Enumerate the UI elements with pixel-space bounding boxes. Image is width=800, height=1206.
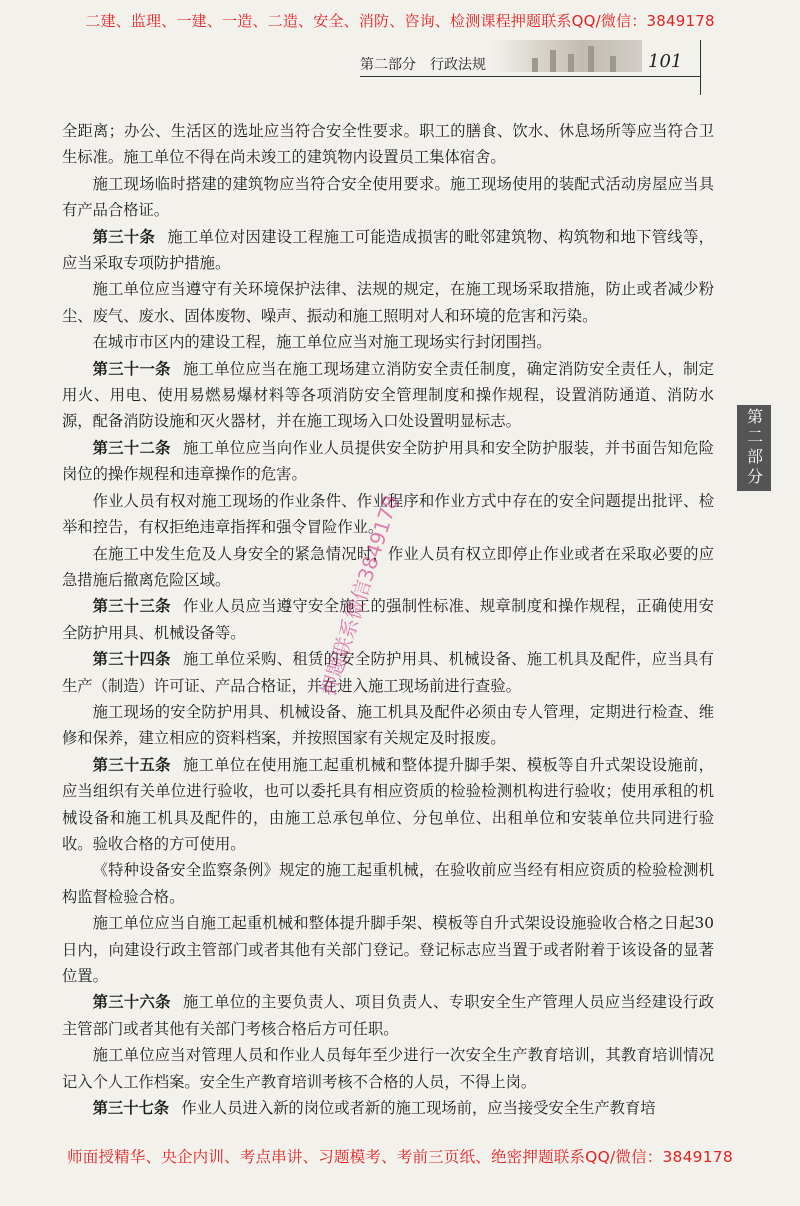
running-head: 第二部分 行政法规 [360,57,486,73]
paragraph-text: 《特种设备安全监察条例》规定的施工起重机械，在验收前应当经有相应资质的检验检测机构监督检验合格。 [62,861,714,906]
bottom-promo-banner: 师面授精华、央企内训、考点串讲、习题模考、考前三页纸、绝密押题联系QQ/微信：3849178 [67,1148,733,1166]
paragraph [62,989,714,1042]
paragraph-text: 施工现场临时搭建的建筑物应当符合安全使用要求。施工现场使用的装配式活动房屋应当具有产品合格证。 [62,174,714,220]
paragraph [62,329,714,355]
paragraph [62,646,714,699]
header-decoration-image [492,40,642,72]
paragraph-text: 全距离；办公、生活区的选址应当符合安全性要求。职工的膳食、饮水、休息场所等应当符合卫生标准。施工单位不得在尚未竣工的建筑物内设置员工集体宿舍。 [62,122,714,167]
article-number: 第三十条 [92,227,156,246]
header-rule [360,76,700,77]
paragraph-text: 施工单位采购、租赁的安全防护用具、机械设备、施工机具及配件，应当具有生产（制造）许可证、产品合格证，并在进入施工现场前进行查验。 [62,650,714,695]
top-promo-banner: 二建、监理、一建、一造、二造、安全、消防、咨询、检测课程押题联系QQ/微信：3849178 [85,12,715,30]
paragraph [62,699,714,752]
paragraph [62,118,714,171]
article-number: 第三十三条 [92,597,171,616]
paragraph [62,1095,714,1121]
article-number: 第三十四条 [92,650,171,669]
paragraph-text: 施工单位的主要负责人、项目负责人、专职安全生产管理人员应当经建设行政主管部门或者其他有关部门考核合格后方可任职。 [62,993,714,1038]
paragraph-text: 施工单位应当自施工起重机械和整体提升脚手架、模板等自升式架设设施验收合格之日起30日内，向建设行政主管部门或者其他有关部门登记。登记标志应当置于或者附着于该设备的显著位置。 [62,914,714,985]
paragraph [62,910,714,989]
paragraph [62,593,714,646]
paragraph-text: 作业人员应当遵守安全施工的强制性标准、规章制度和操作规程，正确使用安全防护用具、机械设备等。 [62,597,714,642]
paragraph [62,1042,714,1095]
paragraph-text: 施工单位应当遵守有关环境保护法律、法规的规定，在施工现场采取措施，防止或者减少粉尘、废气、废水、固体废物、噪声、振动和施工照明对人和环境的危害和污染。 [62,280,714,325]
paragraph [62,224,714,277]
paragraph [62,752,714,858]
page-number: 101 [648,51,683,72]
section-side-tab: 第二部分 [737,405,771,491]
paragraph-text: 施工单位在使用施工起重机械和整体提升脚手架、模板等自升式架设设施前，应当组织有关单位进行验收，也可以委托具有相应资质的检验检测机构进行验收；使用承租的机械设备和施工机具及配件的，由施工总承包单位、分包单位、出租单位和安装单位共同进行验收。验收合格的方可使用。 [62,755,714,853]
paragraph [62,435,714,488]
paragraph-text: 作业人员进入新的岗位或者新的施工现场前，应当接受安全生产教育培 [181,1099,656,1118]
article-number: 第三十七条 [92,1099,170,1118]
article-number: 第三十二条 [92,438,171,457]
paragraph-text: 施工单位应当在施工现场建立消防安全责任制度，确定消防安全责任人，制定用火、用电、使用易燃易爆材料等各项消防安全管理制度和操作规程，设置消防通道、消防水源，配备消防设施和灭火器材，并在施工现场入口处设置明显标志。 [62,359,714,431]
paragraph-text: 施工单位对因建设工程施工可能造成损害的毗邻建筑物、构筑物和地下管线等，应当采取专项防护措施。 [62,227,714,273]
paragraph [62,171,714,224]
paragraph-text: 作业人员有权对施工现场的作业条件、作业程序和作业方式中存在的安全问题提出批评、检举和控告，有权拒绝违章指挥和强令冒险作业。 [62,491,714,537]
article-number: 第三十一条 [92,359,171,378]
watermark: 押题联系微信3849178 [315,492,404,699]
paragraph-text: 施工单位应当向作业人员提供安全防护用具和安全防护服装，并书面告知危险岗位的操作规程和违章操作的危害。 [62,438,714,484]
paragraph-text: 在施工中发生危及人身安全的紧急情况时，作业人员有权立即停止作业或者在采取必要的应急措施后撤离危险区域。 [62,544,714,589]
body-text [62,118,714,1121]
paragraph [62,276,714,329]
paragraph-text: 施工单位应当对管理人员和作业人员每年至少进行一次安全生产教育培训，其教育培训情况记入个人工作档案。安全生产教育培训考核不合格的人员，不得上岗。 [62,1046,714,1091]
paragraph-text: 在城市市区内的建设工程，施工单位应当对施工现场实行封闭围挡。 [92,333,552,352]
paragraph [62,857,714,910]
article-number: 第三十六条 [92,993,171,1012]
paragraph-text: 施工现场的安全防护用具、机械设备、施工机具及配件必须由专人管理，定期进行检查、维修和保养，建立相应的资料档案，并按照国家有关规定及时报废。 [62,702,714,748]
article-number: 第三十五条 [92,755,171,774]
paragraph [62,356,714,435]
header-vertical-rule [700,40,701,95]
